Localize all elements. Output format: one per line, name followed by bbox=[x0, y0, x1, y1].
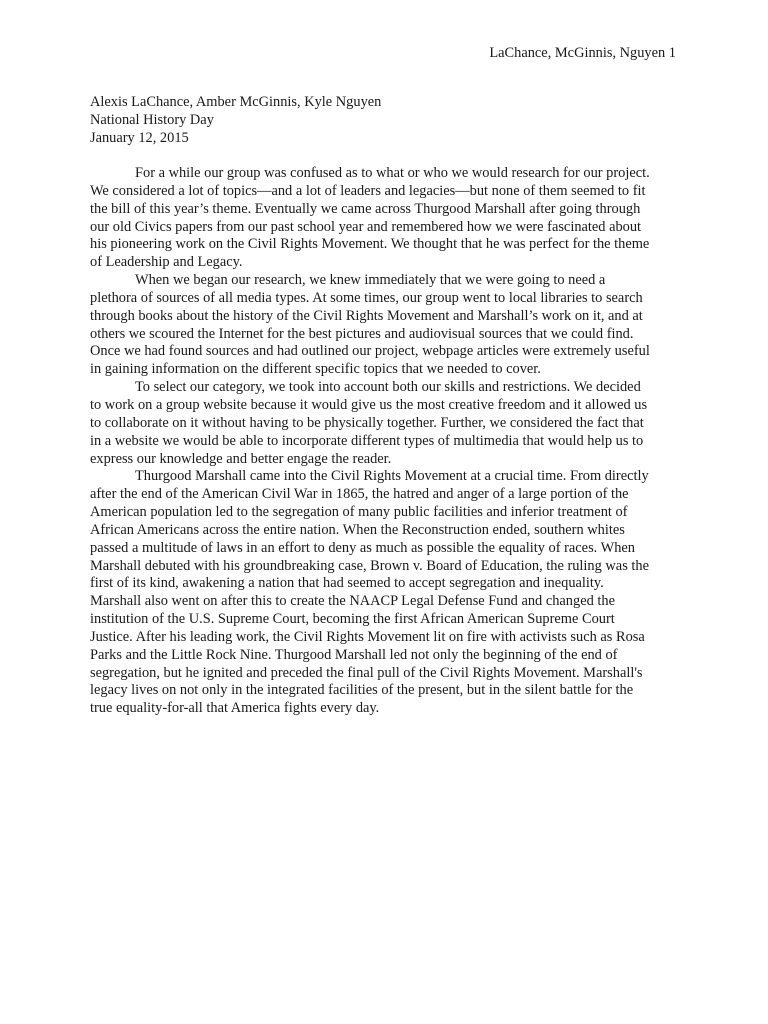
heading-line: January 12, 2015 bbox=[90, 130, 189, 146]
paragraph-first-line: To select our category, we took into account both our skills and restrictions. We decided bbox=[135, 379, 641, 396]
paragraph-line: through books about the history of the Civil Rights Movement and Marshall’s work on it, and at bbox=[90, 307, 643, 324]
paragraph-line: passed a multitude of laws in an effort to deny as much as possible the equality of races. When bbox=[90, 539, 635, 556]
paragraph-line: true equality-for-all that America fights every day. bbox=[90, 700, 380, 717]
paragraph-line: others we scoured the Internet for the best pictures and audiovisual sources that we could find. bbox=[90, 325, 634, 342]
heading-block bbox=[90, 93, 680, 147]
running-header: LaChance, McGinnis, Nguyen 1 bbox=[489, 45, 676, 61]
paragraph-line: plethora of sources of all media types. At some times, our group went to local libraries to search bbox=[90, 289, 643, 306]
paragraph-line: in a website we would be able to incorporate different types of multimedia that would help us to bbox=[90, 432, 644, 449]
paragraph-line: institution of the U.S. Supreme Court, becoming the first African American Supreme Court bbox=[90, 611, 615, 628]
paragraph-line: We considered a lot of topics—and a lot of leaders and legacies—but none of them seemed to fit bbox=[90, 182, 646, 199]
paragraph-line: Parks and the Little Rock Nine. Thurgood Marshall led not only the beginning of the end of bbox=[90, 646, 618, 663]
paragraph-line: in gaining information on the different specific topics that we needed to cover. bbox=[90, 361, 541, 378]
paragraph-line: first of its kind, awakening a nation that had seemed to accept segregation and inequality. bbox=[90, 575, 604, 592]
paragraph-line: to work on a group website because it would give us the most creative freedom and it allowed us bbox=[90, 396, 648, 413]
paragraph-line: segregation, but he ignited and preceded the final pull of the Civil Rights Movement. Marshall's bbox=[90, 664, 643, 681]
paragraph-line: after the end of the American Civil War in 1865, the hatred and anger of a large portion of the bbox=[90, 486, 629, 503]
paragraph-line: of Leadership and Legacy. bbox=[90, 254, 243, 271]
heading-line: Alexis LaChance, Amber McGinnis, Kyle Nguyen bbox=[90, 94, 382, 110]
paragraph-line: Once we had found sources and had outlined our project, webpage articles were extremely useful bbox=[90, 343, 650, 360]
paragraph-line: express our knowledge and better engage the reader. bbox=[90, 450, 392, 467]
paragraph-line: Marshall debuted with his groundbreaking case, Brown v. Board of Education, the ruling was the bbox=[90, 557, 649, 574]
paragraph-line: to collaborate on it without having to be physically together. Further, we considered the fact that bbox=[90, 414, 644, 431]
paragraph-line: legacy lives on not only in the integrated facilities of the present, but in the silent battle for the bbox=[90, 682, 634, 699]
essay-body bbox=[90, 165, 680, 718]
paragraph-line: the bill of this year’s theme. Eventually we came across Thurgood Marshall after going through bbox=[90, 200, 641, 217]
paragraph-first-line: For a while our group was confused as to what or who we would research for our project. bbox=[135, 165, 650, 181]
paragraph-first-line: When we began our research, we knew immediately that we were going to need a bbox=[135, 272, 606, 289]
paragraph-line: American population led to the segregation of many public facilities and inferior treatment of bbox=[90, 504, 628, 521]
paragraph-first-line: Thurgood Marshall came into the Civil Rights Movement at a crucial time. From directly bbox=[135, 468, 649, 485]
heading-line: National History Day bbox=[90, 112, 214, 128]
paragraph-line: his pioneering work on the Civil Rights Movement. We thought that he was perfect for the theme bbox=[90, 236, 650, 253]
paragraph-line: African Americans across the entire nation. When the Reconstruction ended, southern whites bbox=[90, 521, 625, 538]
paragraph-line: our old Civics papers from our past school year and remembered how we were fascinated about bbox=[90, 218, 642, 235]
paragraph-line: Justice. After his leading work, the Civil Rights Movement lit on fire with activists such as Rosa bbox=[90, 628, 645, 645]
paragraph-line: Marshall also went on after this to create the NAACP Legal Defense Fund and changed the bbox=[90, 593, 615, 610]
